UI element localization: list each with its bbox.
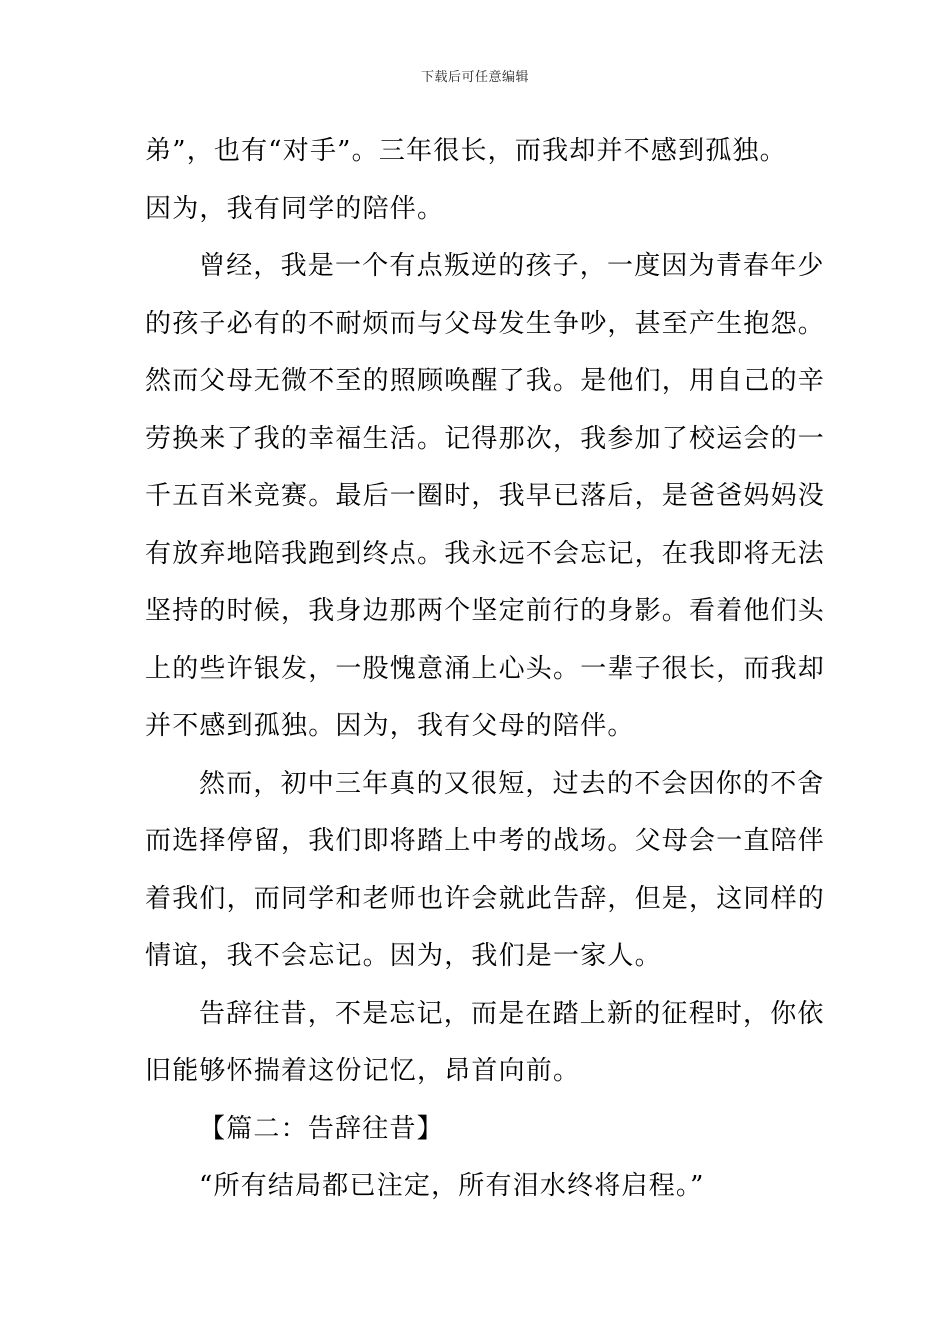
page-header: 下载后可任意编辑 bbox=[420, 70, 529, 85]
text-line: 因为，我有同学的陪伴。 bbox=[145, 193, 445, 224]
text-line: 情谊，我不会忘记。因为，我们是一家人。 bbox=[145, 941, 662, 971]
paragraph-start-line: 然而，初中三年真的又很短，过去的不会因你的不舍 bbox=[199, 768, 825, 799]
text-line: 千五百米竞赛。最后一圈时，我早已落后，是爸爸妈妈没 bbox=[145, 481, 826, 511]
document-body bbox=[145, 128, 826, 1221]
text-line: 上的些许银发，一股愧意涌上心头。一辈子很长，而我却 bbox=[145, 653, 826, 684]
quote-line: “所有结局都已注定，所有泪水终将启程。” bbox=[199, 1171, 705, 1201]
section-heading: 【篇二：告辞往昔】 bbox=[199, 1113, 444, 1144]
text-line: 而选择停留，我们即将踏上中考的战场。父母会一直陪伴 bbox=[145, 826, 826, 856]
text-line: 有放弃地陪我跑到终点。我永远不会忘记，在我即将无法 bbox=[145, 538, 826, 569]
paragraph-start-line: 曾经，我是一个有点叛逆的孩子，一度因为青春年少 bbox=[199, 251, 825, 281]
text-line: 并不感到孤独。因为，我有父母的陪伴。 bbox=[145, 711, 635, 741]
text-line: 弟”，也有“对手”。三年很长，而我却并不感到孤独。 bbox=[145, 136, 787, 166]
text-line: 坚持的时候，我身边那两个坚定前行的身影。看着他们头 bbox=[145, 596, 826, 626]
text-line: 着我们，而同学和老师也许会就此告辞，但是，这同样的 bbox=[145, 883, 826, 914]
text-line: 劳换来了我的幸福生活。记得那次，我参加了校运会的一 bbox=[145, 423, 826, 454]
text-line: 旧能够怀揣着这份记忆，昂首向前。 bbox=[145, 1056, 581, 1086]
paragraph-start-line: 告辞往昔，不是忘记，而是在踏上新的征程时，你依 bbox=[199, 998, 825, 1029]
text-line: 的孩子必有的不耐烦而与父母发生争吵，甚至产生抱怨。 bbox=[145, 308, 826, 339]
text-line: 然而父母无微不至的照顾唤醒了我。是他们，用自己的辛 bbox=[145, 366, 826, 396]
